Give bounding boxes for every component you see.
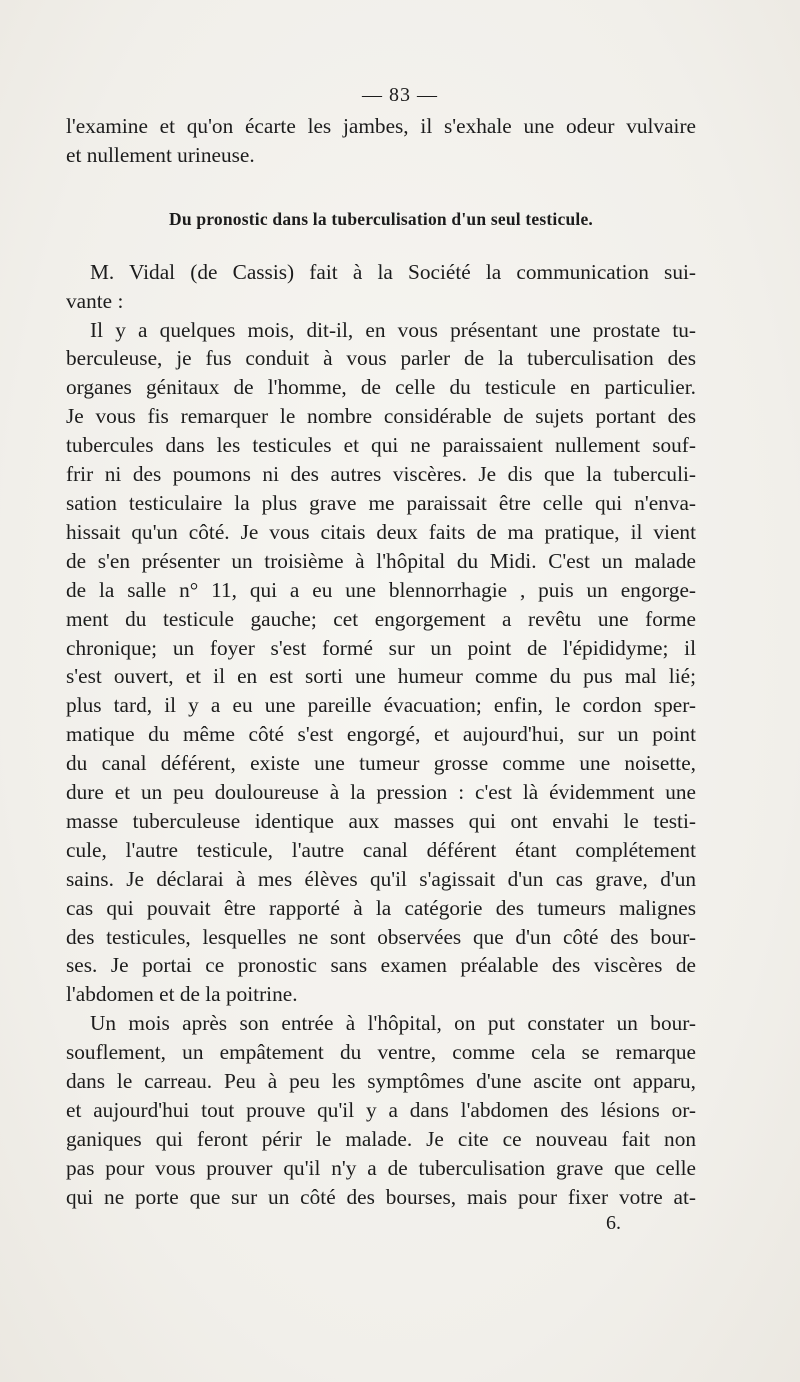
text-line: et aujourd'hui tout prouve qu'il y a dans l'abdomen des lésions or- [66,1098,696,1122]
text-line: tubercules dans les testicules et qui ne paraissaient nullement souf- [66,433,696,458]
body-text [66,112,696,1212]
text-line: chronique; un foyer s'est formé sur un point de l'épididyme; il [66,635,696,660]
text-line: sation testiculaire la plus grave me paraissait être celle qui n'enva- [66,490,696,515]
text-line: de s'en présenter un troisième à l'hôpital du Midi. C'est un malade [66,548,696,573]
text-line: s'est ouvert, et il en est sorti une humeur comme du pus mal lié; [66,664,696,689]
text-line: hissait qu'un côté. Je vous citais deux faits de ma pratique, il vient [66,519,696,544]
text-line: berculeuse, je fus conduit à vous parler de la tuberculisation des [66,346,696,371]
text-line: des testicules, lesquelles ne sont observées que d'un côté des bour- [66,924,696,949]
paragraph-continuation [66,112,696,170]
text-line: Un mois après son entrée à l'hôpital, on put constater un bour- [90,1011,696,1036]
text-line: l'examine et qu'on écarte les jambes, il s'exhale une odeur vulvaire [66,114,696,138]
text-line: et nullement urineuse. [66,142,255,167]
section-heading: Du pronostic dans la tuberculisation d'un seul testicule. [168,208,594,229]
text-line: cas qui pouvait être rapporté à la catégorie des tumeurs malignes [66,895,696,920]
text-line: du canal déférent, existe une tumeur grosse comme une noisette, [66,751,696,776]
text-line: l'abdomen et de la poitrine. [66,982,298,1007]
text-line-with-author [66,258,696,287]
text-line: dure et un peu douloureuse à la pression : c'est là évidemment une [66,780,696,805]
text-line: qui ne porte que sur un côté des bourses, mais pour fixer votre at- [66,1184,696,1209]
page-number: — 83 — [362,84,438,106]
text-line: dans le carreau. Peu à peu les symptômes d'une ascite ont apparu, [66,1069,696,1094]
text-line: ment du testicule gauche; cet engorgement a revêtu une forme [66,606,696,631]
text-line: masse tuberculeuse identique aux masses qui ont envahi le testi- [66,808,696,833]
text-line: Je vous fis remarquer le nombre considérable de sujets portant des [66,404,696,429]
text-line: de la salle n° 11, qui a eu une blennorrhagie , puis un engorge- [66,577,696,602]
text-line: vante : [66,288,124,313]
text-line: cule, l'autre testicule, l'autre canal déférent étant complétement [66,837,696,862]
text-line: ganiques qui feront périr le malade. Je cite ce nouveau fait non [66,1126,696,1151]
text-line: organes génitaux de l'homme, de celle du testicule en particulier. [66,375,696,400]
text-line: plus tard, il y a eu une pareille évacuation; enfin, le cordon sper- [66,693,696,718]
signature-mark: 6. [606,1212,621,1234]
paragraph-followup [66,1009,696,1211]
paragraph-main [66,316,696,1010]
author-line-text: M. Vidal (de Cassis) fait à la Société la communication sui- [90,259,696,284]
text-line: souflement, un empâtement du ventre, comme cela se remarque [66,1040,696,1065]
text-line: sains. Je déclarai à mes élèves qu'il s'agissait d'un cas grave, d'un [66,866,696,891]
text-line: matique du même côté s'est engorgé, et aujourd'hui, sur un point [66,722,696,747]
paragraph-intro [66,258,696,316]
text-line: ses. Je portai ce pronostic sans examen préalable des viscères de [66,953,696,978]
text-line: frir ni des poumons ni des autres viscères. Je dis que la tuberculi- [66,462,696,487]
text-line: Il y a quelques mois, dit-il, en vous présentant une prostate tu- [90,317,696,342]
text-line: pas pour vous prouver qu'il n'y a de tuberculisation grave que celle [66,1155,696,1180]
